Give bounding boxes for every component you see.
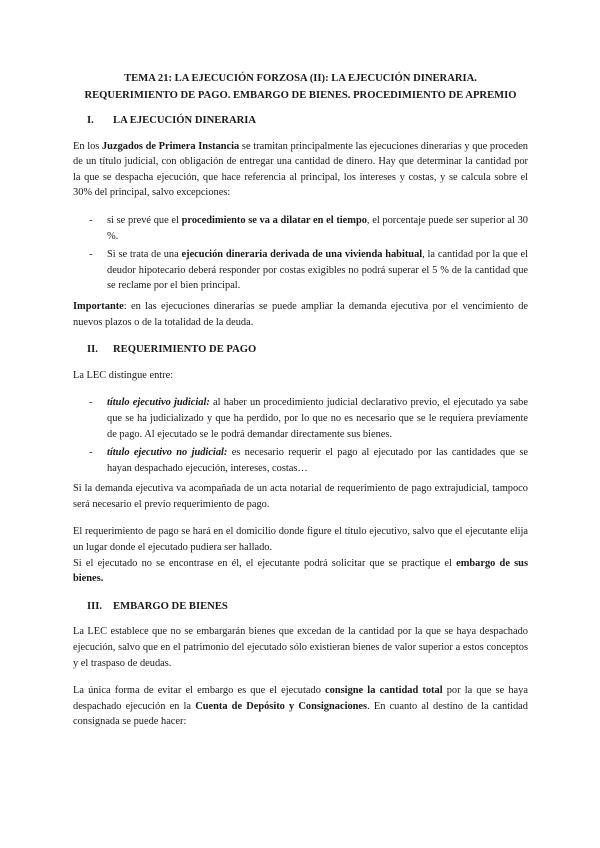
document-title xyxy=(73,70,528,104)
section-2-heading xyxy=(73,342,528,358)
section-1-note: Importante: en las ejecuciones dinerarias se puede ampliar la demanda ejecutiva por el vencimiento de nuevos plazos o de la totalidad de la deuda. xyxy=(73,300,528,328)
section-3-para-1: La LEC establece que no se embargarán bienes que excedan de la cantidad por la que se haya despachado ejecución, salvo que en el patrimonio del ejecutado sólo existieran bienes de valor superior a estos conceptos y el traspaso de deudas. xyxy=(73,626,528,669)
section-1-heading xyxy=(73,113,528,129)
list-item: - si se prevé que el procedimiento se va a dilatar en el tiempo, el porcentaje puede ser superior al 30 %. xyxy=(73,213,528,244)
section-3-para-2: La única forma de evitar el embargo es que el ejecutado consigne la cantidad total por la que se haya despachado ejecución en la Cuenta de Depósito y Consignaciones. En cuanto al destino de la cantidad consignada se puede hacer: xyxy=(73,685,528,728)
section-2-list xyxy=(73,395,528,476)
section-2-intro: La LEC distingue entre: xyxy=(73,369,174,381)
title-line-1: TEMA 21: LA EJECUCIÓN FORZOSA (II): LA EJECUCIÓN DINERARIA. xyxy=(124,73,477,84)
section-2-para-1: Si la demanda ejecutiva va acompañada de un acta notarial de requerimiento de pago extrajudicial, tampoco será necesario el previo requerimiento de pago. xyxy=(73,483,528,510)
list-item: - Si se trata de una ejecución dineraria derivada de una vivienda habitual, la cantidad por la que el deudor hipotecario deberá responder por costas exigibles no podrá superar el 5 % de la cantidad que se reclame por el bien principal. xyxy=(73,247,528,294)
section-3-heading xyxy=(73,599,528,615)
section-1-title: LA EJECUCIÓN DINERARIA xyxy=(113,115,257,126)
section-1-intro: En los Juzgados de Primera Instancia se tramitan principalmente las ejecuciones dinerarias y que proceden de un título judicial, con obligación de entregar una cantidad de dinero. Hay que determinar la cantidad por la que se despacha ejecución, que hace referencia al principal, los intereses y costas, y se calcula sobre el 30% del principal, salvo excepciones: xyxy=(73,140,529,199)
section-2-para-2: El requerimiento de pago se hará en el domicilio donde figure el título ejecutivo, salvo que el ejecutante elija un lugar donde el ejecutado pudiera ser hallado. xyxy=(73,526,528,554)
title-line-2: REQUERIMIENTO DE PAGO. EMBARGO DE BIENES. PROCEDIMIENTO DE APREMIO xyxy=(84,90,517,101)
section-1-list xyxy=(73,213,528,294)
section-2-title: REQUERIMIENTO DE PAGO xyxy=(113,344,257,356)
section-1-number: I. xyxy=(87,115,94,126)
section-3-number: III. xyxy=(87,600,103,612)
section-3-title: EMBARGO DE BIENES xyxy=(113,600,228,612)
section-2-number: II. xyxy=(87,344,98,356)
section-2-para-3: Si el ejecutado no se encontrase en él, el ejecutante podrá solicitar que se practique el embargo de sus bienes. xyxy=(73,557,528,585)
document-page xyxy=(73,70,528,742)
list-item: - título ejecutivo no judicial: es necesario requerir el pago al ejecutado por las cantidades que se hayan despachado ejecución, intereses, costas… xyxy=(73,445,528,476)
list-item: - título ejecutivo judicial: al haber un procedimiento judicial declarativo previo, el ejecutado ya sabe que se ha judicializado y que ha perdido, por lo que no es necesario que se le requiera previamente de pago. Al ejecutado se le podrá demandar directamente sus bienes. xyxy=(73,395,528,442)
